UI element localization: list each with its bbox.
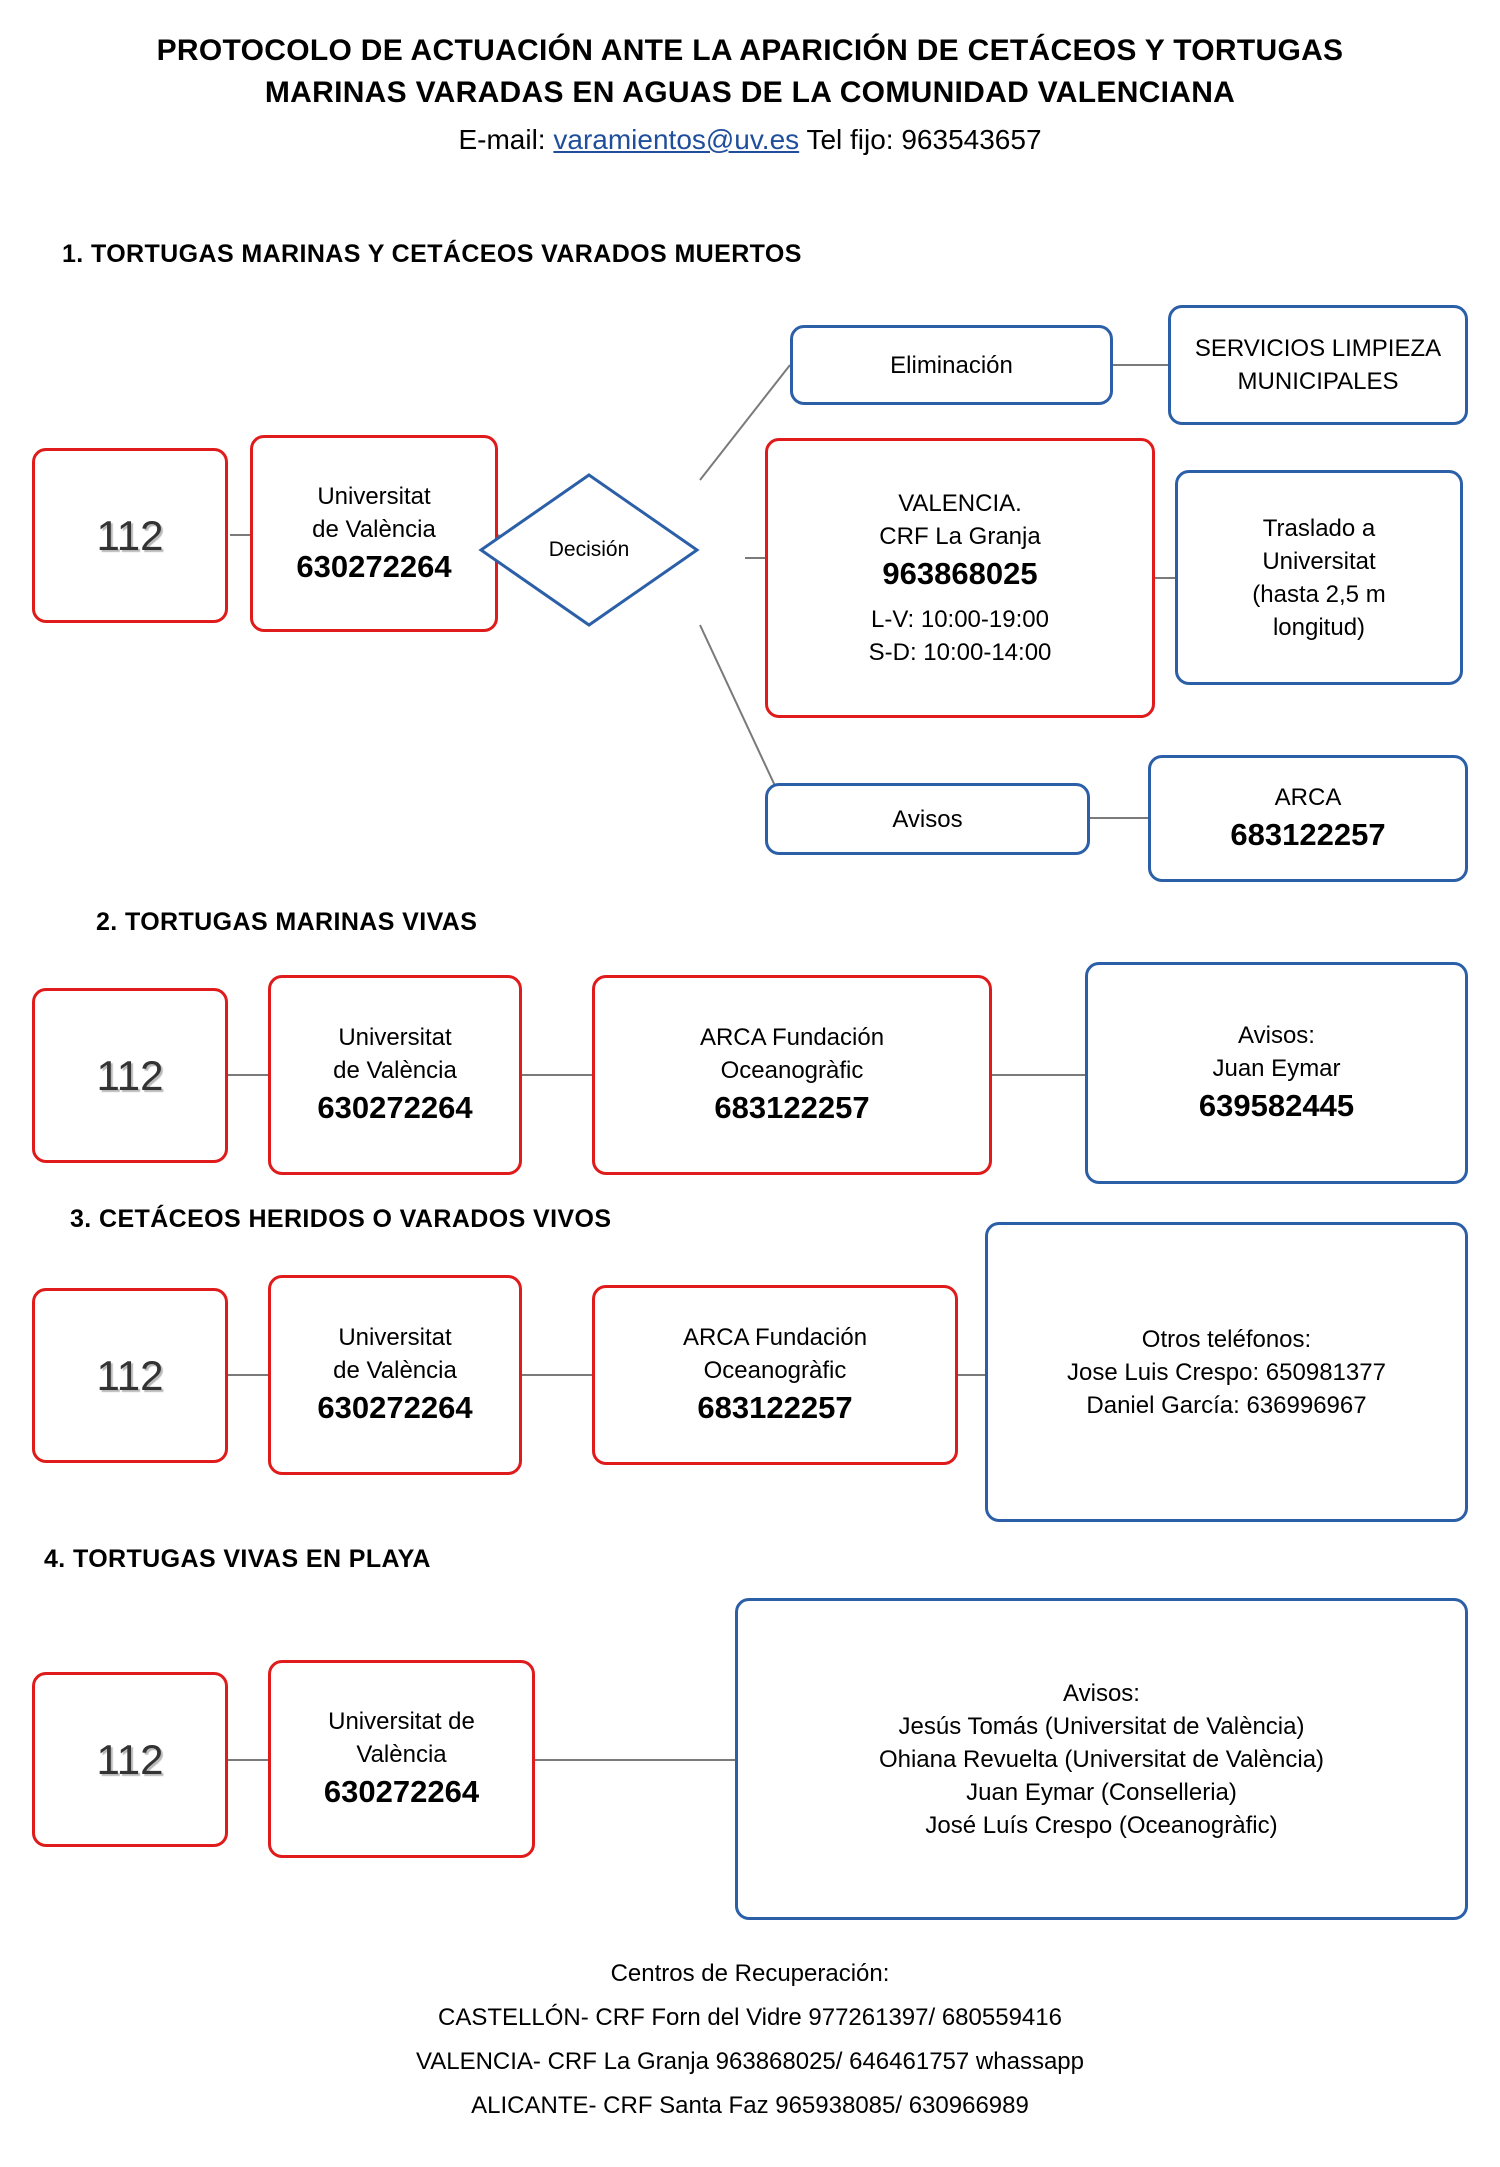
footer-block [0, 1952, 1500, 2128]
university-box-3 [268, 1275, 522, 1475]
servicios-line2: MUNICIPALES [1237, 368, 1399, 395]
eliminacion-box [790, 325, 1113, 405]
arca-box-2 [592, 975, 992, 1175]
section-heading-2: 2. TORTUGAS MARINAS VIVAS [96, 908, 478, 936]
phone-label: Tel fijo: 963543657 [806, 124, 1042, 155]
footer-title: Centros de Recuperación: [610, 1960, 890, 1987]
traslado-line1: Traslado a [1262, 514, 1376, 542]
avisos-label-1: Avisos [892, 805, 963, 833]
arca-box-1 [1148, 755, 1468, 882]
university-line1-3: Universitat [338, 1324, 452, 1351]
footer-line-alicante: ALICANTE- CRF Santa Faz 965938085/ 630966989 [471, 2092, 1029, 2119]
email-link[interactable]: varamientos@uv.es [553, 124, 800, 155]
university-box-1 [250, 435, 498, 632]
avisos-label-2: Avisos: [1238, 1022, 1315, 1049]
emergency-number: 112 [96, 512, 164, 559]
servicios-line1: SERVICIOS LIMPIEZA [1194, 335, 1442, 362]
page-title: PROTOCOLO DE ACTUACIÓN ANTE LA APARICIÓN DE CETÁCEOS Y TORTUGAS MARINAS VARADAS EN AGUAS DE LA COMUNIDAD VALENCIANA [156, 34, 1344, 109]
contact-line [0, 124, 1500, 156]
avisos-contact-3: Juan Eymar (Conselleria) [966, 1778, 1237, 1806]
crf-hours-weekend: S-D: 10:00-14:00 [868, 639, 1052, 666]
servicios-limpieza-box [1168, 305, 1468, 425]
avisos-box-1 [765, 783, 1090, 855]
university-phone-2: 630272264 [317, 1090, 473, 1125]
university-box-4 [268, 1660, 535, 1858]
otros-contact-2: Daniel García: 636996967 [1086, 1391, 1367, 1419]
university-phone: 630272264 [296, 548, 452, 584]
section-heading-1: 1. TORTUGAS MARINAS Y CETÁCEOS VARADOS MUERTOS [62, 240, 802, 268]
crf-phone: 963868025 [882, 556, 1038, 591]
university-line2-4: València [356, 1741, 447, 1768]
arca-line2-3: Oceanogràfic [703, 1357, 847, 1384]
university-line2: de València [312, 515, 436, 543]
avisos-contact-4: José Luís Crespo (Oceanogràfic) [925, 1811, 1278, 1839]
university-line1-4: Universitat de [328, 1708, 475, 1735]
otros-label: Otros teléfonos: [1141, 1325, 1312, 1353]
crf-hours-weekday: L-V: 10:00-19:00 [871, 606, 1049, 633]
crf-line2: CRF La Granja [879, 523, 1041, 550]
arca-line1-3: ARCA Fundación [682, 1324, 868, 1351]
arca-line1-2: ARCA Fundación [699, 1024, 885, 1051]
decision-diamond [478, 472, 700, 628]
arca-phone-2: 683122257 [714, 1090, 870, 1125]
otros-contact-1: Jose Luis Crespo: 650981377 [1067, 1358, 1386, 1386]
emergency-112-box-2 [32, 988, 228, 1163]
arca-phone-3: 683122257 [697, 1390, 853, 1425]
avisos-label-4: Avisos: [1063, 1679, 1140, 1707]
avisos-name-2: Juan Eymar [1212, 1055, 1341, 1082]
arca-box-3 [592, 1285, 958, 1465]
footer-line-castellon: CASTELLÓN- CRF Forn del Vidre 977261397/ 680559416 [438, 2004, 1062, 2031]
avisos-box-2 [1085, 962, 1468, 1184]
section-heading-4: 4. TORTUGAS VIVAS EN PLAYA [44, 1545, 431, 1573]
university-box-2 [268, 975, 522, 1175]
emergency-112-box-3 [32, 1288, 228, 1463]
emergency-number-2: 112 [96, 1052, 164, 1099]
crf-la-granja-box [765, 438, 1155, 718]
avisos-phone-2: 639582445 [1198, 1088, 1355, 1123]
avisos-contact-2: Ohiana Revuelta (Universitat de València) [878, 1745, 1325, 1773]
arca-line2-2: Oceanogràfic [720, 1057, 864, 1084]
traslado-line2: Universitat [1262, 547, 1376, 575]
avisos-contact-1: Jesús Tomás (Universitat de València) [898, 1712, 1305, 1740]
crf-line1: VALENCIA. [898, 490, 1022, 517]
university-line2-3: de València [333, 1357, 457, 1384]
otros-telefonos-box [985, 1222, 1468, 1522]
emergency-112-box-4 [32, 1672, 228, 1847]
university-phone-3: 630272264 [317, 1390, 473, 1425]
university-line1-2: Universitat [338, 1024, 452, 1051]
traslado-universitat-box [1175, 470, 1463, 685]
arca-name-1: ARCA [1274, 784, 1342, 811]
emergency-112-box-1 [32, 448, 228, 623]
university-line2-2: de València [333, 1057, 457, 1084]
footer-line-valencia: VALENCIA- CRF La Granja 963868025/ 646461757 whassapp [416, 2048, 1084, 2075]
avisos-box-4 [735, 1598, 1468, 1920]
arca-phone-1: 683122257 [1230, 817, 1386, 852]
emergency-number-4: 112 [96, 1736, 164, 1783]
eliminacion-label: Eliminación [890, 351, 1013, 379]
email-label: E-mail: [458, 124, 546, 155]
university-line1: Universitat [317, 482, 431, 510]
section-heading-3: 3. CETÁCEOS HERIDOS O VARADOS VIVOS [70, 1205, 612, 1233]
emergency-number-3: 112 [96, 1352, 164, 1399]
university-phone-4: 630272264 [323, 1774, 480, 1809]
traslado-line3: (hasta 2,5 m [1252, 580, 1386, 608]
decision-label: Decisión [548, 538, 630, 561]
traslado-line4: longitud) [1272, 613, 1366, 641]
